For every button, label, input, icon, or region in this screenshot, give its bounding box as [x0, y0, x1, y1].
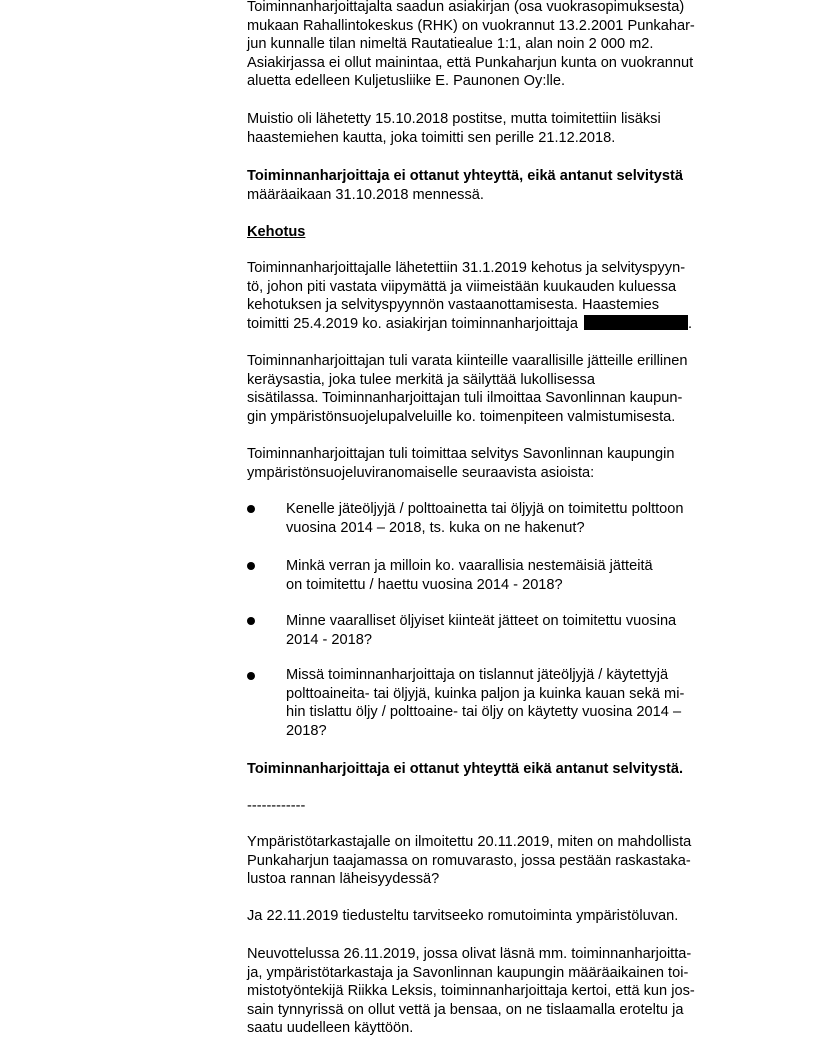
bullet-icon: [247, 617, 255, 625]
text-line: Muistio oli lähetetty 15.10.2018 postitse, mutta toimitettiin lisäksi: [247, 111, 661, 127]
bullet-icon: [247, 505, 255, 513]
text-line: sisätilassa. Toiminnanharjoittajan tuli ilmoittaa Savonlinnan kaupun-: [247, 390, 683, 407]
bold-statement: Toiminnanharjoittaja ei ottanut yhteyttä eikä antanut selvitystä.: [247, 761, 684, 777]
text-line: Minkä verran ja milloin ko. vaarallisia nestemäisiä jätteitä: [286, 558, 653, 574]
text-line: keräysastia, joka tulee merkitä ja säilyttää lukollisessa: [247, 371, 595, 388]
text-line: saatu uudelleen käyttöön.: [247, 1020, 414, 1037]
separator-dashes: ------------: [247, 798, 306, 814]
paragraph-scrapyard-report: [247, 833, 747, 889]
text-line: hin tislattu öljy / polttoaine- tai öljy on käytetty vuosina 2014 –: [286, 704, 682, 721]
text-line: kehotuksen ja selvityspyynnön vastaanottamisesta. Haastemies: [247, 297, 660, 314]
bullet-item: [286, 557, 746, 594]
text-line: Toiminnanharjoittajalta saadun asiakirjan (osa vuokrasopimuksesta): [247, 0, 685, 15]
heading-kehotus: Kehotus: [247, 224, 306, 240]
bullet-item: [286, 500, 746, 537]
text-line: määräaikaan 31.10.2018 mennessä.: [247, 186, 484, 203]
paragraph-negotiation: [247, 945, 747, 1038]
bullet-icon: [247, 672, 255, 680]
paragraph-no-response-2: [247, 760, 747, 779]
redaction-box: [584, 315, 688, 330]
paragraph-memo-delivery: [247, 110, 747, 147]
text-fragment: .: [687, 315, 693, 332]
paragraph-request: [247, 259, 747, 333]
text-line-with-redaction: [247, 315, 747, 334]
text-line: Toiminnanharjoittajan tuli varata kiinteille vaarallisille jätteille erillinen: [247, 353, 688, 369]
text-line: Punkaharjun taajamassa on romuvarasto, jossa pestään raskastaka-: [247, 852, 691, 869]
text-line: sain tynnyrissä on ollut vettä ja bensaa, on ne tislaamalla eroteltu ja: [247, 1001, 684, 1018]
text-line: Ympäristötarkastajalle on ilmoitettu 20.11.2019, miten on mahdollista: [247, 834, 692, 850]
text-line: gin ympäristönsuojelupalveluille ko. toimenpiteen valmistumisesta.: [247, 408, 676, 425]
paragraph-permit-inquiry: [247, 907, 747, 926]
text-line: Minne vaaralliset öljyiset kiinteät jätteet on toimitettu vuosina: [286, 613, 677, 629]
text-line: ympäristönsuojeluviranomaiselle seuraavista asioista:: [247, 464, 595, 481]
text-fragment: toimitti 25.4.2019 ko. asiakirjan toiminnanharjoittaja: [247, 315, 578, 332]
bullet-item: [286, 666, 746, 740]
text-line: haastemiehen kautta, joka toimitti sen perille 21.12.2018.: [247, 129, 616, 146]
text-line: Kenelle jäteöljyjä / polttoainetta tai öljyjä on toimitettu polttoon: [286, 501, 684, 517]
text-line: polttoaineita- tai öljyjä, kuinka paljon ja kuinka kauan sekä mi-: [286, 685, 685, 702]
text-line: Toiminnanharjoittajan tuli toimittaa selvitys Savonlinnan kaupungin: [247, 446, 675, 462]
text-line: Missä toiminnanharjoittaja on tislannut jäteöljyjä / käytettyjä: [286, 667, 669, 683]
separator: [247, 797, 747, 816]
paragraph-no-response: [247, 167, 747, 204]
text-line: mistotyöntekijä Riikka Leksis, toiminnanharjoittaja kertoi, että kun jos-: [247, 983, 695, 1000]
text-line: lustoa rannan läheisyydessä?: [247, 871, 440, 888]
text-line: aluetta edelleen Kuljetusliike E. Paunonen Oy:lle.: [247, 73, 566, 90]
bullet-item: [286, 612, 746, 649]
text-line: jun kunnalle tilan nimeltä Rautatiealue 1:1, alan noin 2 000 m2.: [247, 36, 654, 53]
text-line: 2014 - 2018?: [286, 631, 373, 648]
text-line: ja, ympäristötarkastaja ja Savonlinnan kaupungin määräaikainen toi-: [247, 964, 689, 981]
section-heading: [247, 223, 747, 242]
paragraph-lease: [247, 0, 747, 91]
text-line: vuosina 2014 – 2018, ts. kuka on ne hakenut?: [286, 519, 585, 536]
text-line: Ja 22.11.2019 tiedusteltu tarvitseeko romutoiminta ympäristöluvan.: [247, 908, 679, 924]
text-line: tö, johon piti vastata viipymättä ja viimeistään kuukauden kuluessa: [247, 278, 677, 295]
text-line: Toiminnanharjoittajalle lähetettiin 31.1.2019 kehotus ja selvityspyyn-: [247, 260, 686, 276]
bullet-icon: [247, 562, 255, 570]
text-line: Asiakirjassa ei ollut mainintaa, että Punkaharjun kunta on vuokrannut: [247, 54, 694, 71]
paragraph-report-items: [247, 445, 747, 482]
text-line: mukaan Rahallintokeskus (RHK) on vuokrannut 13.2.2001 Punkahar-: [247, 17, 695, 34]
bold-statement: Toiminnanharjoittaja ei ottanut yhteyttä, eikä antanut selvitystä: [247, 168, 684, 184]
text-line: Neuvottelussa 26.11.2019, jossa olivat läsnä mm. toiminnanharjoitta-: [247, 946, 692, 962]
text-line: 2018?: [286, 722, 327, 739]
text-line: on toimitettu / haettu vuosina 2014 - 2018?: [286, 576, 563, 593]
paragraph-storage: [247, 352, 747, 426]
